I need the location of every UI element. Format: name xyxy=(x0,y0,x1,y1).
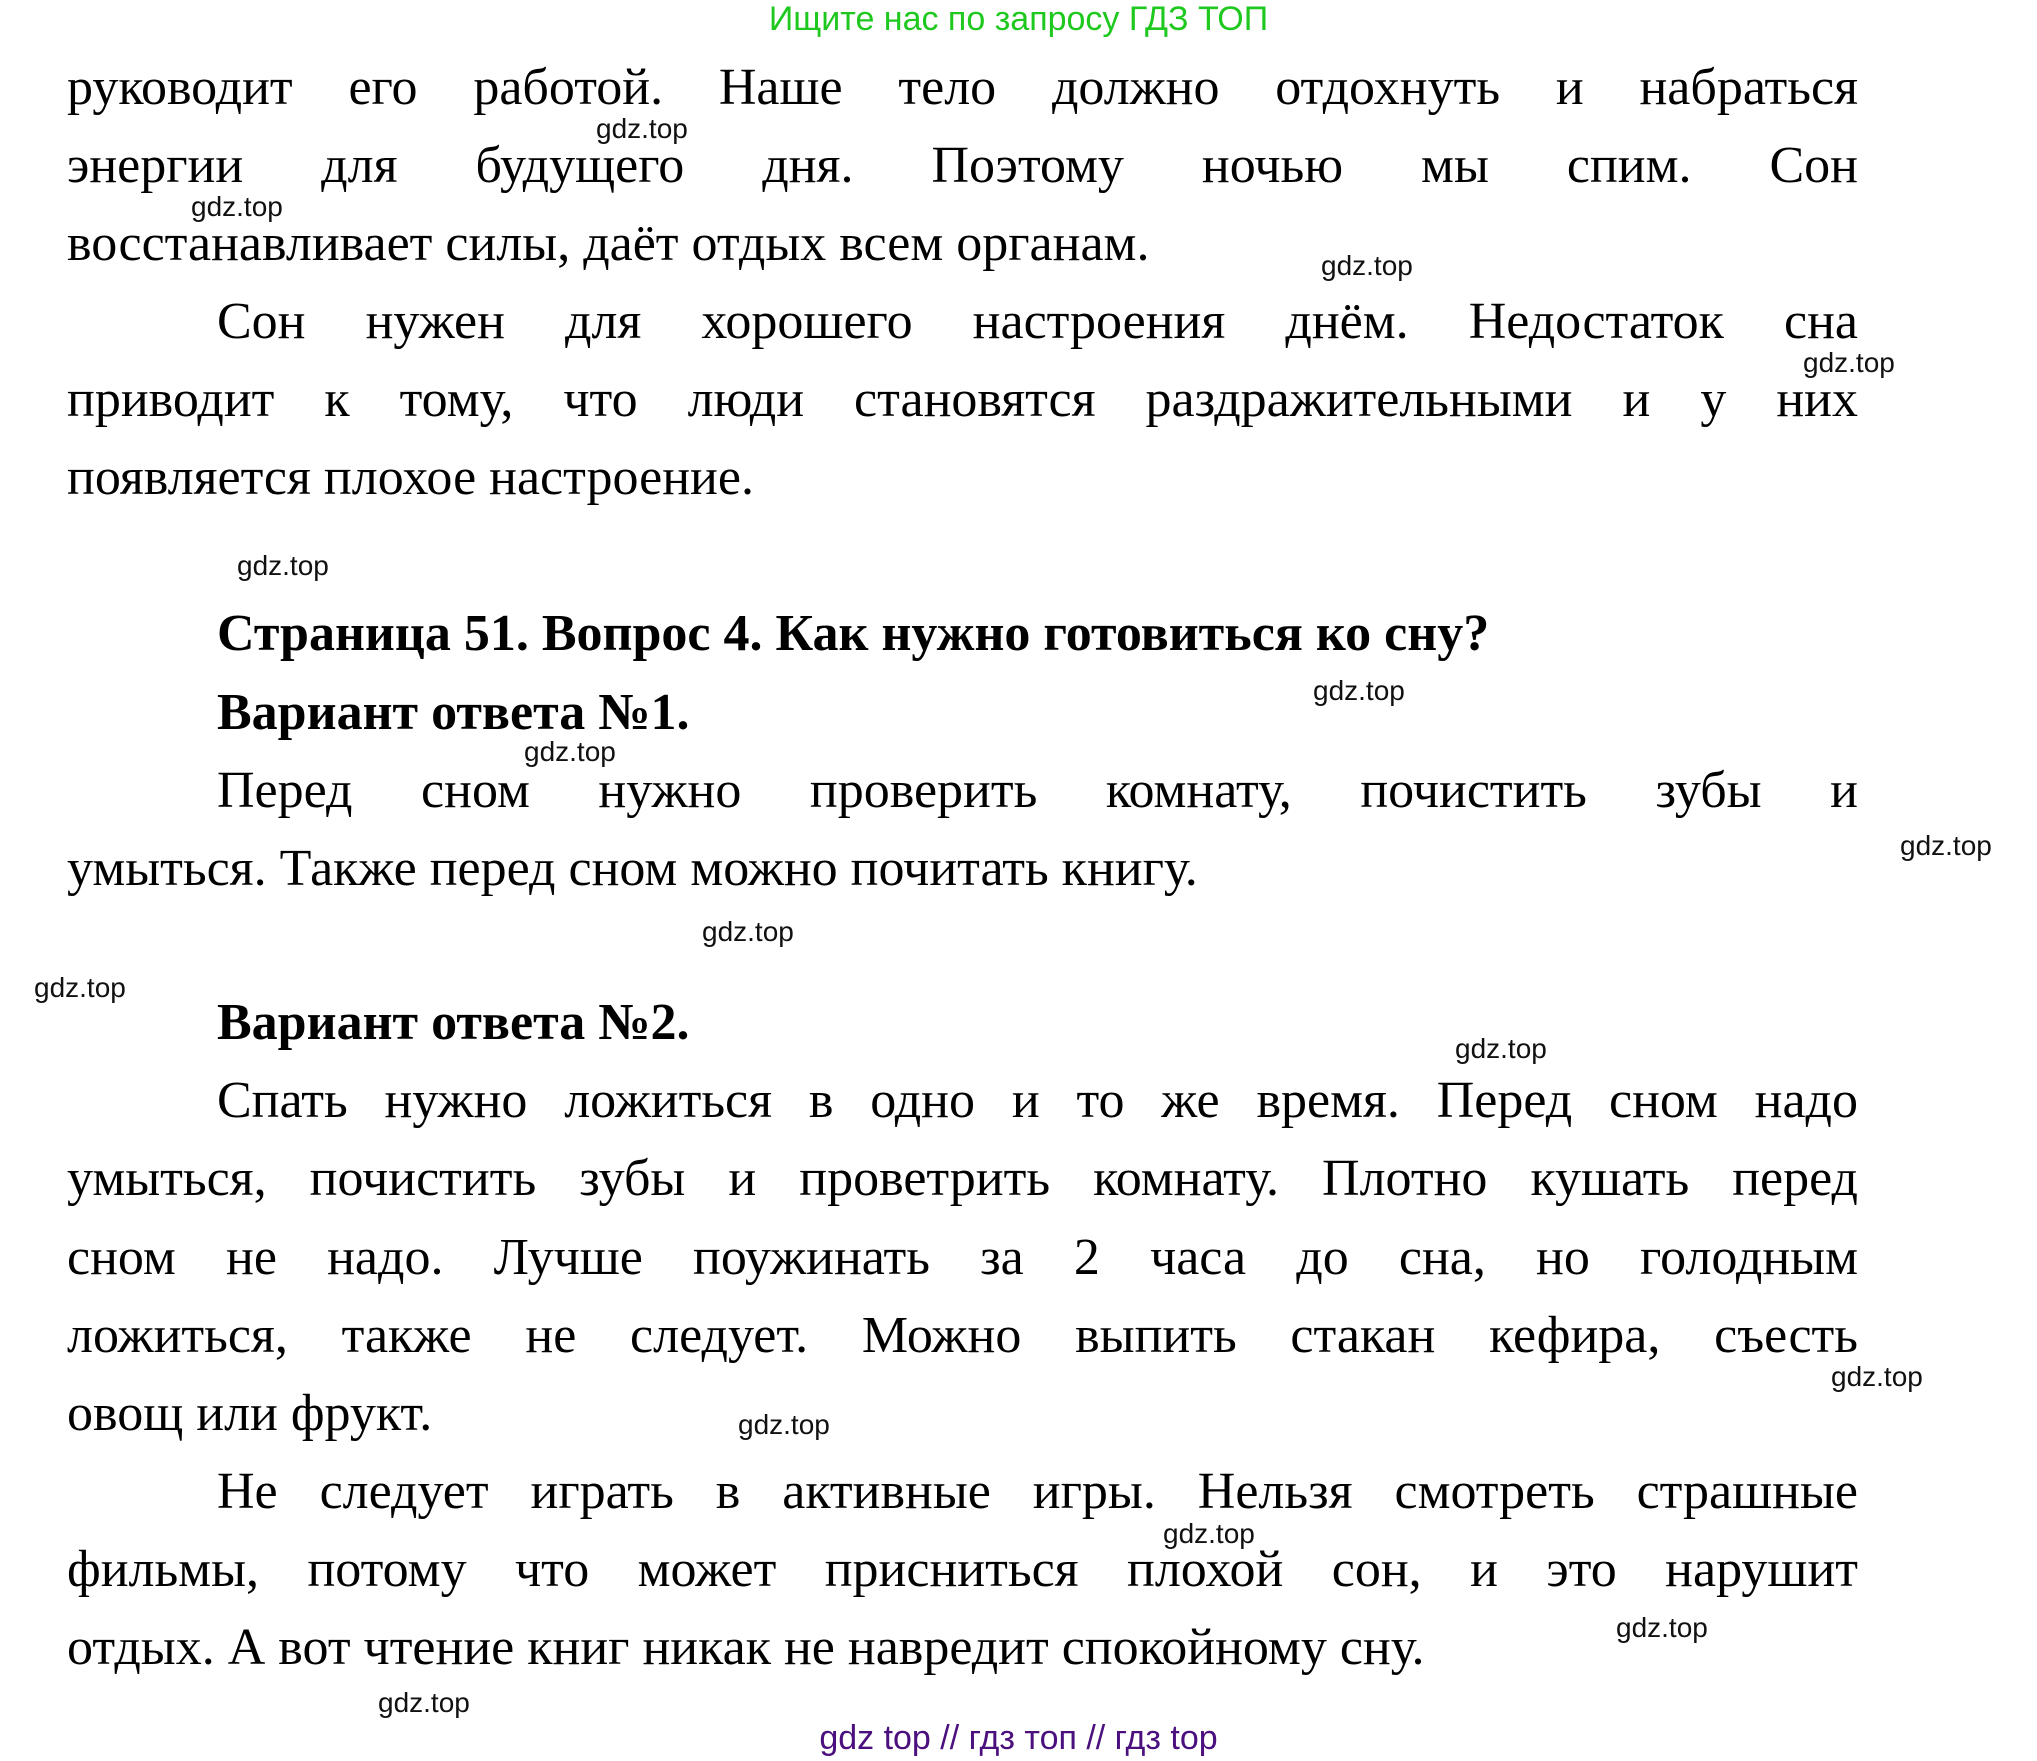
text-line: умыться. Также перед сном можно почитать книгу. xyxy=(67,840,1198,897)
watermark: gdz.top xyxy=(237,550,329,581)
watermark: gdz.top xyxy=(738,1409,830,1440)
watermark: gdz.top xyxy=(1900,830,1992,861)
text-line: фильмы, потому что может присниться плохой сон, и это нарушит xyxy=(67,1541,1858,1598)
text-line: руководит его работой. Наше тело должно отдохнуть и набраться xyxy=(67,59,1858,116)
watermark: gdz.top xyxy=(191,191,283,222)
watermark: gdz.top xyxy=(1455,1033,1547,1064)
text-line: Спать нужно ложиться в одно и то же время. Перед сном надо xyxy=(217,1072,1858,1129)
watermark: gdz.top xyxy=(1831,1361,1923,1392)
text-line: появляется плохое настроение. xyxy=(67,449,754,506)
text-line: энергии для будущего дня. Поэтому ночью мы спим. Сон xyxy=(67,137,1858,194)
text-line: Перед сном нужно проверить комнату, почистить зубы и xyxy=(217,762,1858,819)
text-line: Не следует играть в активные игры. Нельзя смотреть страшные xyxy=(217,1463,1858,1520)
question-heading: Страница 51. Вопрос 4. Как нужно готовиться ко сну? xyxy=(217,605,1490,662)
watermark: gdz.top xyxy=(1616,1612,1708,1643)
watermark: gdz.top xyxy=(1803,347,1895,378)
watermark: gdz.top xyxy=(524,736,616,767)
watermark: gdz.top xyxy=(1163,1518,1255,1549)
watermark: gdz.top xyxy=(596,113,688,144)
text-line: овощ или фрукт. xyxy=(67,1385,433,1442)
answer-2-title: Вариант ответа №2. xyxy=(217,994,690,1051)
answer-1-title: Вариант ответа №1. xyxy=(217,684,690,741)
text-line: Сон нужен для хорошего настроения днём. Недостаток сна xyxy=(217,293,1858,350)
watermark: gdz.top xyxy=(378,1687,470,1718)
watermark: gdz.top xyxy=(1313,675,1405,706)
text-line: восстанавливает силы, даёт отдых всем органам. xyxy=(67,215,1150,272)
top-banner: Ищите нас по запросу ГДЗ ТОП xyxy=(768,0,1269,38)
watermark: gdz.top xyxy=(1321,250,1413,281)
bottom-banner: gdz top // гдз топ // гдз top xyxy=(819,1719,1218,1757)
text-line: приводит к тому, что люди становятся раздражительными и у них xyxy=(67,371,1858,428)
watermark: gdz.top xyxy=(34,972,126,1003)
watermark: gdz.top xyxy=(702,916,794,947)
text-line: умыться, почистить зубы и проветрить комнату. Плотно кушать перед xyxy=(67,1150,1858,1207)
text-line: отдых. А вот чтение книг никак не навредит спокойному сну. xyxy=(67,1619,1425,1676)
text-line: сном не надо. Лучше поужинать за 2 часа до сна, но голодным xyxy=(67,1229,1858,1286)
text-line: ложиться, также не следует. Можно выпить стакан кефира, съесть xyxy=(67,1307,1858,1364)
